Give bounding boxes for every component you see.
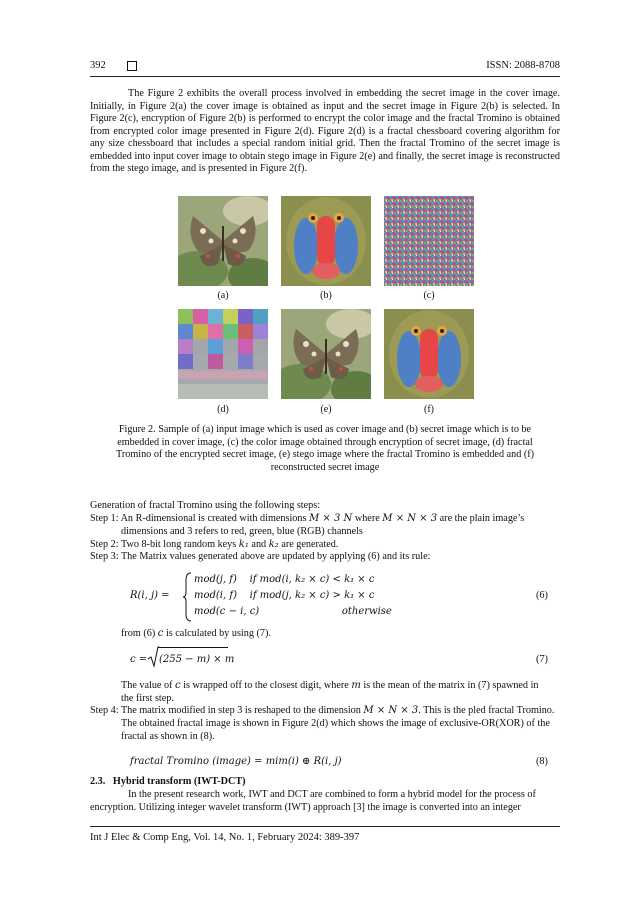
caption-line: Figure 2. Sample of (a) input image which is used as cover image and (b) secret image which is to be [118, 424, 532, 435]
eq8: fractal Tromino (image) = mim(i) ⊕ R(i, j) [130, 756, 342, 767]
value-of-c [121, 680, 561, 693]
fractal-tromino-grid [178, 309, 268, 399]
section-paragraph-line-2: encryption. Utilizing integer wavelet transform (IWT) approach [3] the image is converted into an integer [90, 802, 521, 813]
val-text: The value of [121, 680, 173, 691]
caption-line: Tromino of the encrypted secret image, (e) stego image where the fractal Tromino is embedded and (f) [115, 449, 535, 460]
step1-dimension-2: M × N × 3 [382, 513, 438, 524]
left-brace-icon [182, 572, 192, 622]
step2-text: Step 2: Two 8-bit long random keys [90, 539, 237, 550]
eq6-case-2: mod(i, f) if mod(j, k₂ × c) > k₁ × c [194, 590, 375, 601]
val-text-c: is the mean of the matrix in (7) spawned in [363, 680, 539, 691]
step1-text: Step 1: An R-dimensional is created with dimensions [90, 513, 307, 524]
stego-butterfly-image [281, 309, 371, 399]
var-c: c [157, 628, 164, 639]
step-4-line-3: fractal as shown in (8). [121, 731, 215, 742]
section-paragraph-line-1: In the present research work, IWT and DCT are combined to form a hybrid model for the process of [128, 789, 536, 800]
eq8-number: (8) [536, 756, 548, 767]
intro-paragraph [90, 88, 560, 176]
step-4 [90, 705, 554, 718]
step1-text-b: are the plain image’s [439, 513, 525, 524]
step1-dimension: M × 3 N [309, 513, 353, 524]
steps-intro: Generation of fractal Tromino using the following steps: [90, 500, 321, 511]
step2-text-b: are generated. [281, 539, 339, 550]
from6-text: from (6) [121, 628, 156, 639]
step-1 [90, 513, 560, 526]
eq6-case-1: mod(j, f) if mod(i, k₂ × c) < k₁ × c [194, 574, 375, 585]
val-text-b: is wrapped off to the closest digit, where [183, 680, 349, 691]
footer-rule [90, 826, 560, 827]
figure-label-e: (e) [320, 404, 332, 415]
figure-label-b: (b) [320, 290, 332, 301]
key-k2: k₂ [268, 539, 279, 550]
step-3: Step 3: The Matrix values generated above are updated by applying (6) and its rule: [90, 551, 431, 562]
var-c: c [175, 680, 181, 691]
step-2 [90, 539, 338, 552]
footer-citation: Int J Elec & Comp Eng, Vol. 14, No. 1, February 2024: 389-397 [90, 832, 360, 843]
figure-label-d: (d) [217, 404, 229, 415]
encrypted-noise-image [384, 196, 474, 286]
caption-line: embedded in cover image, (c) the color image obtained through encryption of secret image, (d) fractal [117, 436, 533, 448]
eq6-lhs: R(i, j) = [130, 590, 170, 601]
page-number: 392 [90, 60, 106, 71]
figure-label-f: (f) [424, 404, 434, 415]
step4-text-b: . This is the pled fractal Tromino. [418, 705, 555, 716]
reconstructed-mandrill-image [384, 309, 474, 399]
section-heading: 2.3. Hybrid transform (IWT-DCT) [90, 776, 246, 787]
from-eq6 [121, 628, 271, 641]
square-icon [127, 61, 137, 71]
from6-text-b: is calculated by using (7). [165, 628, 271, 639]
sqrt-icon [147, 646, 159, 668]
figure-label-a: (a) [217, 290, 229, 301]
sqrt-bar [158, 647, 228, 648]
eq6-number: (6) [536, 590, 548, 601]
butterfly-cover-image [178, 196, 268, 286]
eq7-number: (7) [536, 654, 548, 665]
figure-caption [90, 424, 560, 474]
caption-line: reconstructed secret image [270, 461, 380, 473]
eq7-radicand: (255 − m) × m [159, 654, 235, 665]
step4-text: Step 4: The matrix modified in step 3 is reshaped to the dimension [90, 705, 361, 716]
value-of-c-line-2: the first step. [121, 693, 174, 704]
key-k1: k₁ [238, 539, 249, 550]
step1-where: where [354, 513, 380, 524]
header-rule [90, 76, 560, 77]
step2-and: and [251, 539, 267, 550]
step-1-line-2: dimensions and 3 refers to red, green, blue (RGB) channels [121, 526, 363, 537]
mandrill-secret-image [281, 196, 371, 286]
eq7-lhs: c = [130, 654, 148, 665]
issn: ISSN: 2088-8708 [486, 60, 560, 71]
intro-text: The Figure 2 exhibits the overall process involved in embedding the secret image in the cover image. Initially, in Figure 2(a) the cover image is obtained as input and the secret image in Figure 2(b) is selected. In Figure 2(c), encryption of Figure 2(b) is performed to encrypt the color image and the fractal Tromino is obtained from encrypted color image presented in Figure 2(d). Figure 2(d) is a fractal chessboard covering algorithm for any size chessboard that includes a special random initial grid. Then the fractal Tromino of the secret image is embedded into input cover image to obtain stego image in Figure 2(e) and finally, the secret image is reconstructed from the stego image, and is presented in Figure 2(f). [90, 88, 560, 174]
step4-dimension: M × N × 3 [363, 705, 419, 716]
var-m: m [351, 680, 361, 691]
eq6-case-3: mod(c − i, c) otherwise [194, 606, 392, 617]
step-4-line-2: The obtained fractal image is shown in Figure 2(d) which shows the image of exclusive-OR(XOR) of the [121, 718, 550, 729]
figure-label-c: (c) [423, 290, 435, 301]
